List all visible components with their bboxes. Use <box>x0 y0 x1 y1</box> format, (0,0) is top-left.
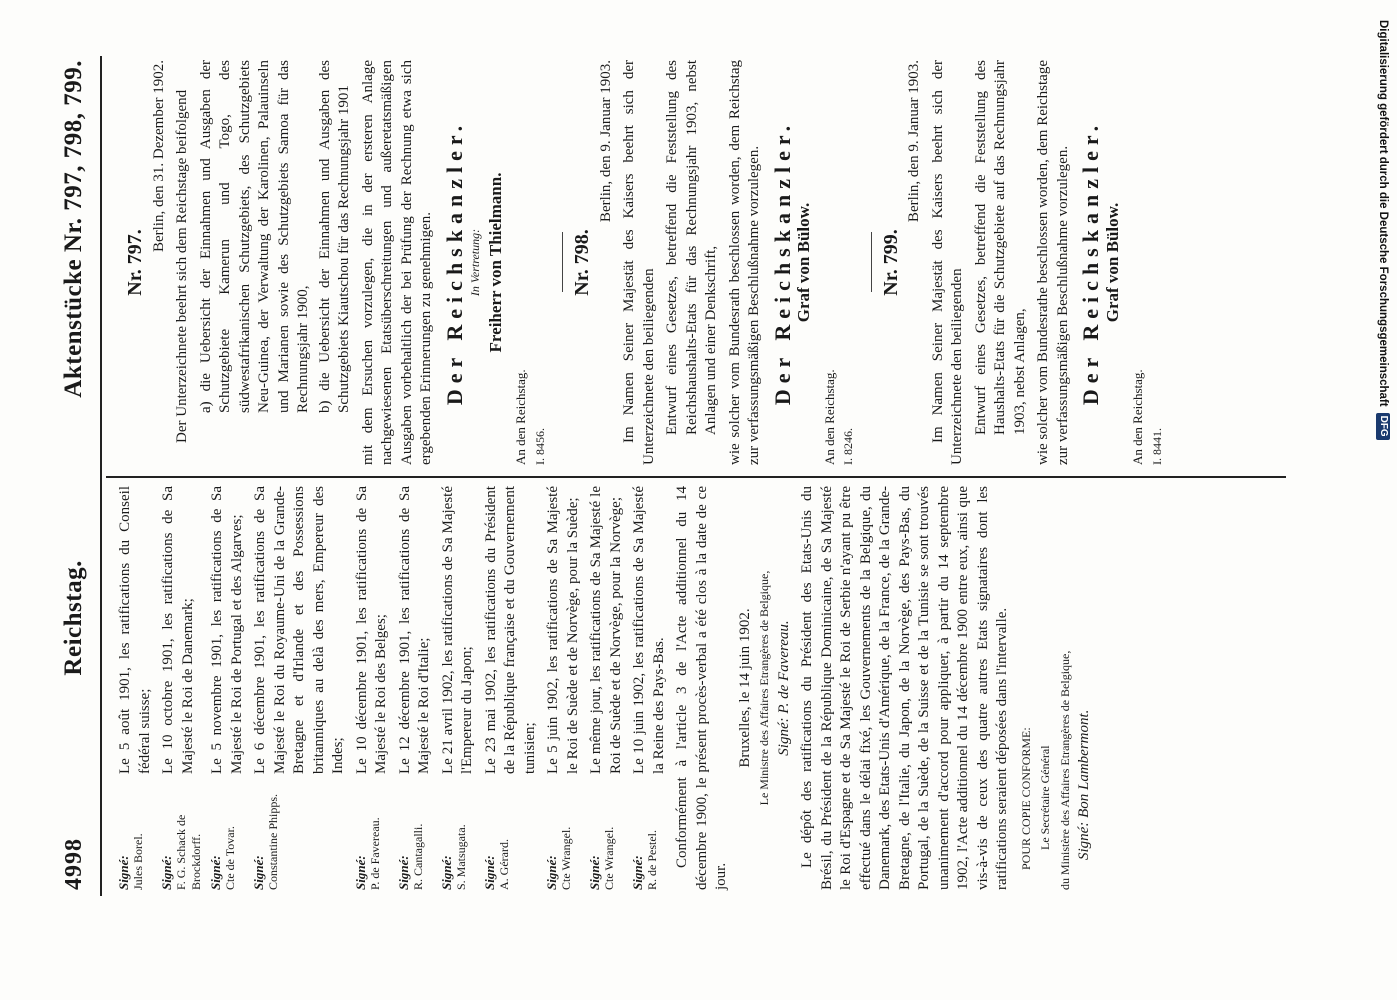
vertretung-797: In Vertretung: <box>468 228 482 297</box>
dfg-stamp <box>1372 20 1394 980</box>
signe-label: Signé: <box>544 855 559 890</box>
signature-row <box>482 486 541 890</box>
signatory-name: S. Matsugata. <box>453 824 468 890</box>
document-797 <box>126 60 550 465</box>
running-title-right: Aktenstücke Nr. 797, 798, 799. <box>60 60 87 398</box>
bruxelles-date: Bruxelles, le 14 juin 1902. <box>736 608 753 768</box>
ratification-text: Le 5 juin 1902, les ratifications de Sa Majesté le Roi de Suède et de Norvège, pour la Suède; <box>545 486 581 774</box>
ratification-text: Le 5 novembre 1901, les ratifications de Sa Majesté le Roi de Portugal et des Algarves; <box>209 486 245 774</box>
signature-list <box>116 486 669 890</box>
signatory-name: Jules Borel. <box>131 833 145 890</box>
items-797 <box>197 60 355 453</box>
signatory <box>251 782 349 890</box>
signatory-name: A. Gérard. <box>496 839 511 890</box>
closing-799: wie solcher vom Bundesrathe beschlossen worden, dem Reichstage zur verfassungsmäßigen Beschlußnahme vorzulegen. <box>1035 60 1071 465</box>
signature-row <box>208 486 247 890</box>
ref-799: I. 8441. <box>1149 428 1164 465</box>
kanzler-799: Der Reichskanzler. <box>1078 119 1103 406</box>
signatory <box>208 782 247 890</box>
signe-label: Signé: <box>352 855 368 890</box>
signatory-name: Cte Wrangel. <box>559 826 573 890</box>
dateline-797: Berlin, den 31. Dezember 1902. <box>150 60 167 253</box>
rotated-document <box>50 0 1340 1000</box>
signatory <box>630 782 669 890</box>
signature-row <box>159 486 204 890</box>
intro-797: Der Unterzeichnete beehrt sich dem Reichstage beifolgend <box>174 89 190 443</box>
header-rule <box>100 56 102 896</box>
ministre-signature: Signé: P. de Favereau. <box>775 620 792 756</box>
ref-798: I. 8246. <box>841 428 855 465</box>
right-column <box>116 60 1167 465</box>
signature-row <box>544 486 583 890</box>
signe-label: Signé: <box>438 855 454 890</box>
signatory-name: F. G. Schack de Brockdorff. <box>174 814 203 890</box>
ratification-text: Le 23 mai 1902, les ratifications du Président de la République française et du Gouvernement tunisien; <box>482 486 538 774</box>
signer-799: Graf von Bülow. <box>1102 202 1122 323</box>
signe-label: Signé: <box>395 855 411 890</box>
separator-798 <box>562 233 563 293</box>
address-798: An den Reichstag. <box>821 369 837 465</box>
signatory <box>439 782 478 890</box>
signatory <box>544 782 583 890</box>
closing-797: mit dem Ersuchen vorzulegen, die in der ersteren Anlage nachgewiesenen Etatsüberschreitungen und außeretatsmäßigen Ausgaben vorbehaltlich der bei Prüfung der Rechnung etwa sich ergebenden Erinnerungen zu genehmigen. <box>359 60 434 465</box>
signe-label: Signé: <box>587 855 602 890</box>
entwurf-799: Entwurf eines Gesetzes, betreffend die Feststellung des Haushalts-Etats für die Schutzgebiete auf das Rechnungsjahr 1903, nebst Anlagen, <box>972 60 1028 435</box>
signatory <box>482 782 541 890</box>
dateline-799: Berlin, den 9. Januar 1903. <box>906 60 922 223</box>
signature-row <box>353 486 392 890</box>
signe-label: Signé: <box>481 855 497 890</box>
signe-label: Signé: <box>630 855 645 890</box>
secretaire-general: Le Secrétaire Général <box>1038 745 1052 850</box>
column-divider <box>106 476 1286 478</box>
item-797-a: a) die Uebersicht der Einnahmen und Ausgaben der Schutzgebiete Kamerun und Togo, des südwestafrikanischen Schutzgebiets, des Schutzgebiets Neu-Guinea, der Verwaltung der Karolinen, Palauinseln und Marianen sowie des Schutzgebiets Samoa für das Rechnungsjahr 1900, <box>197 60 311 413</box>
closing-798: wie solcher vom Bundesrath beschlossen worden, dem Reichstag zur verfassungsmäßigen Beschlußnahme vorzulegen. <box>726 60 762 465</box>
signature-row <box>439 486 478 890</box>
ratification-text: Le 10 juin 1902, les ratifications de Sa Majesté la Reine des Pays-Bas. <box>631 486 667 774</box>
signature-row <box>251 486 349 890</box>
ministre-title: Le Ministre des Affaires Etrangères de Belgique, <box>757 570 771 806</box>
signature-row <box>396 486 435 890</box>
ratification-text: Le 6 décembre 1901, les ratifications de Sa Majesté le Roi du Royaume-Uni de la Grande-Bretagne et d'Irlande et des Possessions britanniques au delà des mers, Empereur des Indes; <box>252 486 346 774</box>
running-head <box>50 60 98 890</box>
document-799 <box>879 60 1168 465</box>
document-798 <box>573 60 859 465</box>
signatory <box>159 782 204 890</box>
heading-799: Nr. 799. <box>879 229 902 296</box>
conformement-paragraph: Conformément à l'article 3 de l'Acte additionnel du 14 décembre 1900, le présent procès-verbal a été clos à la date de ce jour. <box>674 486 729 890</box>
address-799: An den Reichstag. <box>1130 369 1145 465</box>
signatory <box>587 782 626 890</box>
copie-conforme: POUR COPIE CONFORME: <box>1018 727 1033 870</box>
ref-797: I. 8456. <box>532 428 547 465</box>
ratification-text: Le 10 octobre 1901, les ratifications de Sa Majesté le Roi de Danemark; <box>160 486 196 774</box>
dfg-logo: DFG <box>1376 413 1390 440</box>
ratification-text: Le 12 décembre 1901, les ratifications de Sa Majesté le Roi d'Italie; <box>396 486 432 774</box>
separator-799 <box>871 233 872 293</box>
signatory-name: Constantine Phipps. <box>266 793 280 890</box>
signatory-name: R. de Pestel. <box>645 830 659 890</box>
entwurf-798: Entwurf eines Gesetzes, betreffend die Feststellung des Reichshaushalts-Etats für das Rechnungsjahr 1903, nebst Anlagen und einer Denkschrift, <box>664 60 719 435</box>
kanzler-798: Der Reichskanzler. <box>769 119 795 406</box>
signe-label: Signé: <box>251 855 266 890</box>
item-797-b: b) die Uebersicht der Einnahmen und Ausgaben des Schutzgebiets Kiautschou für das Rechnungsjahr 1901 <box>316 60 352 413</box>
signature-row <box>587 486 626 890</box>
signer-798: Graf von Bülow. <box>794 202 813 323</box>
signatory <box>396 782 435 890</box>
signatory <box>116 782 155 890</box>
signe-label: Signé: <box>208 855 223 890</box>
ratification-text: Le 21 avril 1902, les ratifications de Sa Majesté l'Empereur du Japon; <box>439 486 475 774</box>
ministere-line: du Ministère des Affaires Etrangères de Belgique, <box>1057 650 1072 890</box>
signatory-name: Cte de Tovar. <box>223 826 237 890</box>
signatory-name: P. de Favereau. <box>367 817 382 890</box>
signatory-name: Cte Wrangel. <box>602 826 616 890</box>
signatory <box>353 782 392 890</box>
dateline-798: Berlin, den 9. Januar 1903. <box>597 60 614 223</box>
address-797: An den Reichstag. <box>513 369 528 465</box>
ratification-text: Le 10 décembre 1901, les ratifications de Sa Majesté le Roi des Belges; <box>353 486 389 774</box>
ratification-text: Le 5 août 1901, les ratifications du Conseil fédéral suisse; <box>117 486 153 774</box>
page-number: 4998 <box>60 838 87 890</box>
left-column <box>116 486 1095 890</box>
signatory-name: R. Cantagalli. <box>410 823 425 890</box>
heading-798: Nr. 798. <box>571 229 593 296</box>
signe-label: Signé: <box>159 855 174 890</box>
intro-799: Im Namen Seiner Majestät des Kaisers beehrt sich der Unterzeichnete den beiliegenden <box>929 60 965 465</box>
running-title-left: Reichstag. <box>60 560 87 676</box>
signe-label: Signé: <box>116 855 131 890</box>
ratification-text: Le même jour, les ratifications de Sa Majesté le Roi de Suède et de Norvège, pour la Norvège; <box>588 486 624 774</box>
signer-797: Freiherr von Thielmann. <box>485 172 505 353</box>
intro-798: Im Namen Seiner Majestät des Kaisers beehrt sich der Unterzeichnete den beiliegenden <box>621 60 657 465</box>
signature-row <box>116 486 155 890</box>
signature-row <box>630 486 669 890</box>
dfg-stamp-text: Digitalisierung gefördert durch die Deutsche Forschungsgemeinschaft <box>1377 20 1389 407</box>
kanzler-797: Der Reichskanzler. <box>441 119 467 406</box>
heading-797: Nr. 797. <box>124 229 146 296</box>
depot-paragraph: Le dépôt des ratifications du Président des Etats-Unis du Brésil, du Président de la République Dominicaine, de Sa Majesté le Roi d'Espagne et de Sa Majesté le Roi de Serbie n'ayant pu être effectué dans le délai fixé, les Gouvernements de la Belgique, du Danemark, des Etats-Unis d'Amérique, de la France, de la Grande-Bretagne, de l'Italie, du Japon, de la Norvège, des Pays-Bas, du Portugal, de la Suède, de la Suisse et de la Tunisie se sont trouvés unanimement d'accord pour appliquer, à partir du 14 septembre 1902, l'Acte additionnel du 14 décembre 1900 entre eux, ainsi que vis-à-vis de ceux des quatre autres Etats signataires dont les ratifications seraient déposées dans l'intervalle. <box>799 486 1010 890</box>
final-signature: Signé: Bon Lambermont. <box>1076 709 1092 860</box>
